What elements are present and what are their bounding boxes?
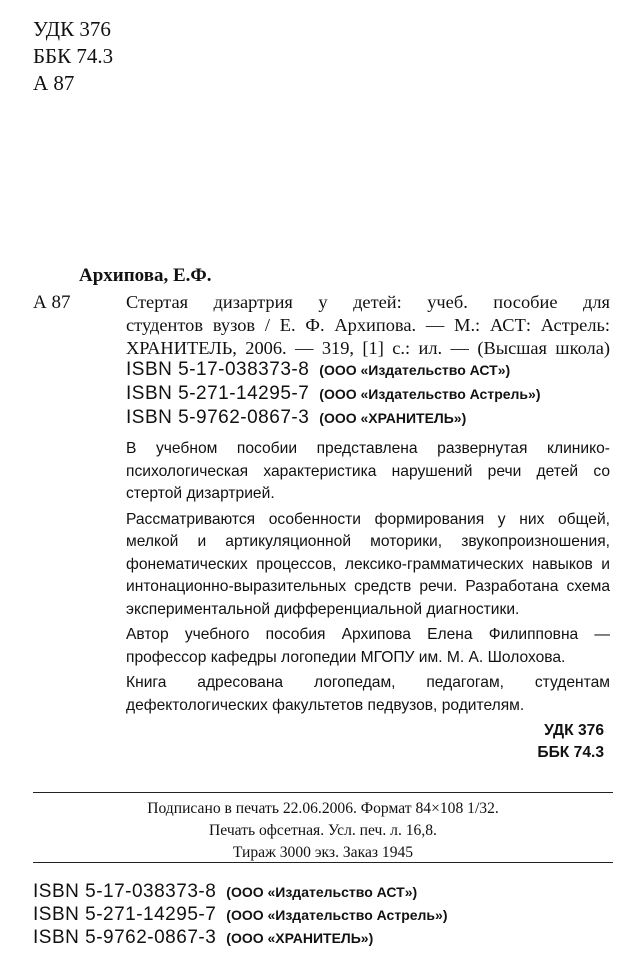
divider [33, 862, 613, 863]
author-heading: Архипова, Е.Ф. [79, 265, 212, 286]
divider [33, 792, 613, 793]
author-mark: А 87 [33, 71, 75, 95]
imprint-line: Подписано в печать 22.06.2006. Формат 84×108 1/32. [147, 800, 499, 817]
isbn-row [126, 383, 541, 407]
annotation-paragraph: В учебном пособии представлена развернутая клинико-психологическая характеристика нарушений речи детей со стертой дизартрией. [126, 440, 610, 502]
bibliographic-description [126, 291, 610, 360]
annotation-paragraph: Рассматриваются особенности формирования у них общей, мелкой и артикуляционной моторики, звукопроизношения, фонематических процессов, лексико-грамматических навыков и интонационно-выразительных средств речи. Разработана схема экспериментальной дифференциальной диагностики. [126, 510, 610, 618]
isbn-number: ISBN 5-271-14295-7 [126, 383, 310, 404]
isbn-number: ISBN 5-17-038373-8 [33, 881, 217, 902]
isbn-number: ISBN 5-9762-0867-3 [126, 407, 310, 428]
isbn-row [33, 927, 448, 950]
isbn-number: ISBN 5-9762-0867-3 [33, 927, 217, 948]
entry-author-mark: А 87 [33, 292, 71, 313]
isbn-list [126, 359, 541, 431]
isbn-publisher: (ООО «ХРАНИТЕЛЬ») [319, 410, 467, 426]
annotation-paragraph: Автор учебного пособия Архипова Елена Филипповна — профессор кафедры логопедии МГОПУ им. М. А. Шолохова. [126, 626, 610, 666]
classification-right [537, 720, 604, 764]
imprint [33, 798, 613, 864]
imprint-line: Печать офсетная. Усл. печ. л. 16,8. [209, 822, 437, 839]
isbn-publisher: (ООО «ХРАНИТЕЛЬ») [226, 930, 374, 946]
isbn-publisher: (ООО «Издательство Астрель») [226, 907, 448, 923]
imprint-line: Тираж 3000 экз. Заказ 1945 [232, 844, 414, 861]
isbn-row [126, 359, 541, 383]
isbn-row [126, 407, 541, 431]
isbn-number: ISBN 5-271-14295-7 [33, 904, 217, 925]
isbn-publisher: (ООО «Издательство АСТ») [226, 884, 418, 900]
isbn-number: ISBN 5-17-038373-8 [126, 359, 310, 380]
isbn-publisher: (ООО «Издательство АСТ») [319, 362, 511, 378]
udk-code-right: УДК 376 [544, 722, 604, 739]
biblio-line: ХРАНИТЕЛЬ, 2006. — 319, [1] с.: ил. — (Высшая школа) [126, 338, 610, 358]
isbn-row [33, 904, 448, 927]
bbk-code-right: ББК 74.3 [537, 744, 604, 761]
biblio-line: студентов вузов / Е. Ф. Архипова. — М.: АСТ: Астрель: [126, 315, 610, 335]
annotation [126, 438, 610, 720]
annotation-paragraph: Книга адресована логопедам, педагогам, студентам дефектологических факультетов педвузов, родителям. [126, 674, 610, 714]
isbn-list-bottom [33, 881, 448, 950]
biblio-line: Стертая дизартрия у детей: учеб. пособие для [126, 292, 610, 312]
bbk-code: ББК 74.3 [33, 44, 114, 68]
isbn-row [33, 881, 448, 904]
udk-code: УДК 376 [33, 17, 111, 41]
isbn-publisher: (ООО «Издательство Астрель») [319, 386, 541, 402]
